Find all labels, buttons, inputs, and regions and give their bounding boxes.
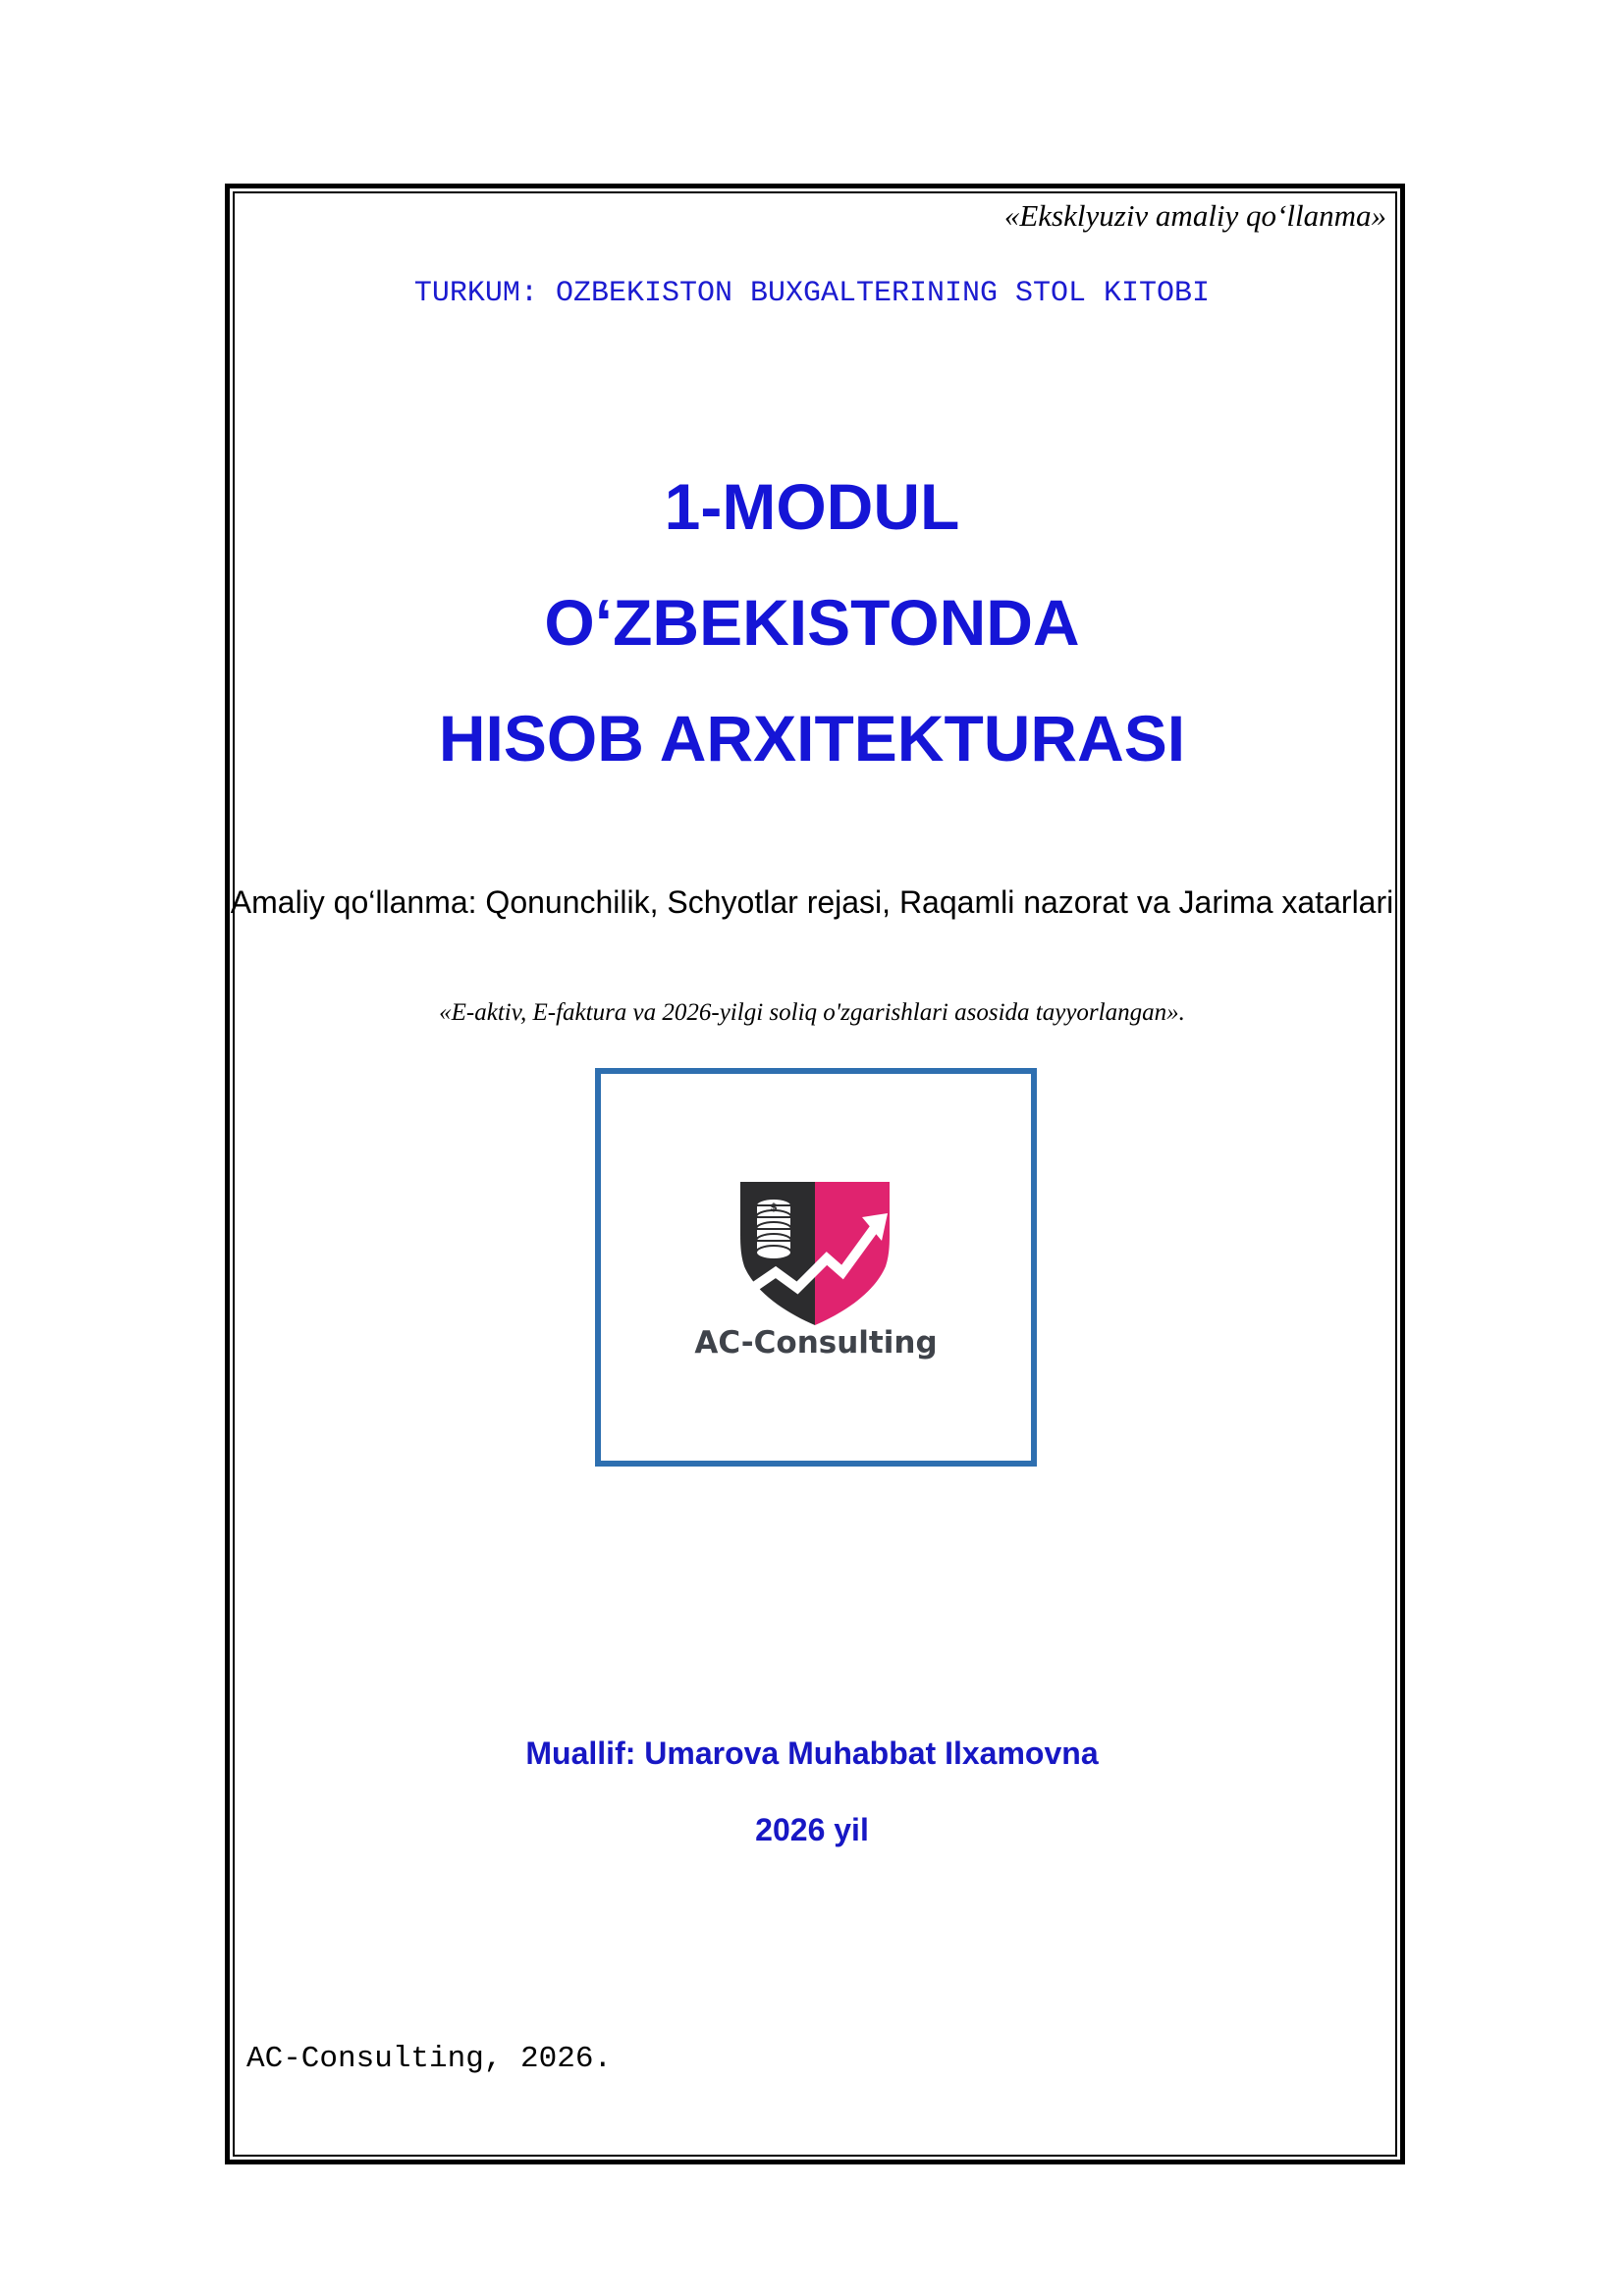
subtitle: Amaliy qo‘llanma: Qonunchilik, Schyotlar rejasi, Raqamli nazorat va Jarima xatarlari [230, 884, 1394, 920]
shield-growth-icon [736, 1178, 893, 1327]
logo-name: AC-Consulting [694, 1325, 938, 1361]
publication-year: 2026 yil [755, 1812, 869, 1847]
series-title: TURKUM: OZBEKISTON BUXGALTERINING STOL KITOBI [413, 277, 1211, 310]
main-title-line-2: HISOB ARXITEKTURASI [438, 702, 1186, 774]
module-title: 1-MODUL [664, 470, 960, 543]
basis-note: «E-aktiv, E-faktura va 2026-yilgi soliq o'zgarishlari asosida tayyorlangan». [439, 999, 1185, 1026]
author: Muallif: Umarova Muhabbat Ilxamovna [525, 1735, 1099, 1771]
footer-publisher: AC-Consulting, 2026. [246, 2042, 613, 2076]
main-title-line-1: O‘ZBEKISTONDA [544, 586, 1080, 659]
tagline: «Eksklyuziv amaliy qo‘llanma» [1003, 198, 1386, 233]
svg-text:$: $ [770, 1201, 778, 1213]
